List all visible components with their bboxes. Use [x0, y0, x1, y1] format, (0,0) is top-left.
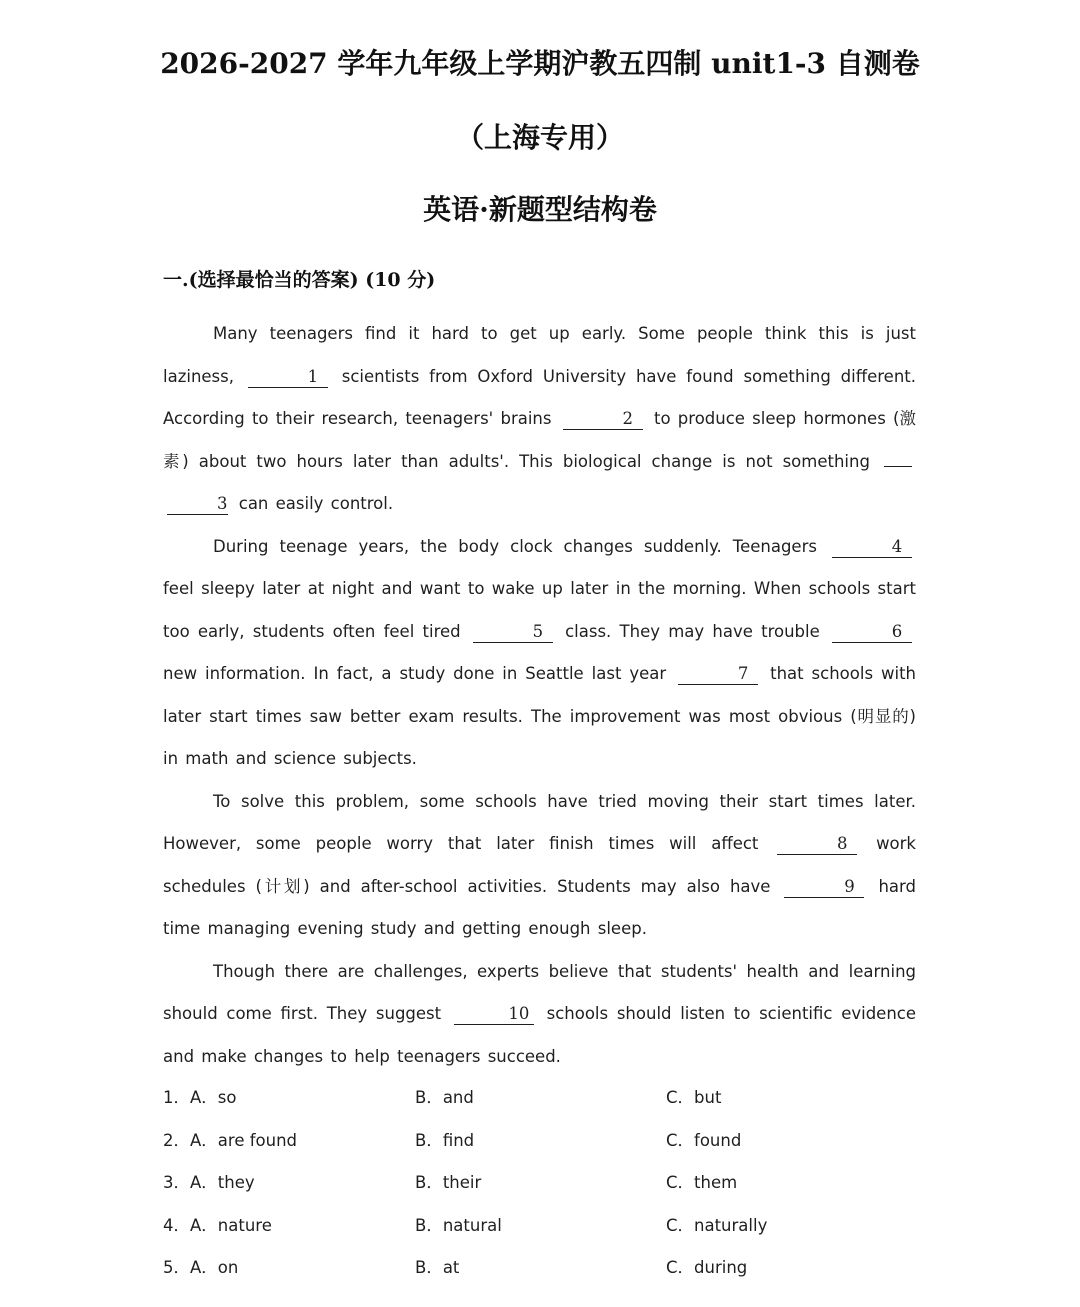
passage-text: To solve this problem, some schools have tried moving their start times later. However, some people worry that later finish times will affect — [163, 791, 916, 853]
option-a: 1．A．so — [163, 1088, 237, 1107]
blank-1: 1 — [248, 367, 328, 388]
passage-text: work schedules (计划) and after-school activities. Students may also have — [163, 834, 916, 896]
cloze-passage — [163, 313, 916, 1078]
option-c: C．naturally — [666, 1215, 768, 1235]
option-a: 3．A．they — [163, 1173, 255, 1192]
passage-text: new information. In fact, a study done in Seattle last year — [163, 664, 667, 683]
section-heading: 一.(选择最恰当的答案) (10 分) — [163, 269, 436, 291]
blank-5: 5 — [473, 622, 553, 643]
question-row — [163, 1250, 923, 1293]
blank-6: 6 — [832, 622, 912, 643]
blank-8: 8 — [777, 834, 857, 855]
blank-7: 7 — [678, 664, 758, 685]
option-b: B．natural — [415, 1215, 502, 1235]
passage-paragraph-2 — [163, 526, 916, 781]
option-a: 4．A．nature — [163, 1215, 272, 1235]
passage-text: class. They may have trouble — [565, 621, 820, 641]
passage-text: During teenage years, the body clock changes suddenly. Teenagers — [213, 536, 817, 556]
option-a: 5．A．on — [163, 1258, 239, 1277]
passage-text: Many teenagers find it hard to get up early. Some people think this is just laziness, — [163, 324, 916, 386]
option-b: B．and — [415, 1088, 474, 1107]
answer-options — [163, 1080, 923, 1293]
option-a: 2．A．are found — [163, 1130, 298, 1150]
option-b: B．at — [415, 1258, 460, 1277]
passage-text: Though there are challenges, experts believe that students' health and learning should come first. They suggest — [163, 961, 916, 1023]
option-b: B．find — [415, 1130, 475, 1150]
option-c: C．but — [666, 1088, 722, 1107]
blank-2: 2 — [563, 409, 643, 430]
option-c: C．during — [666, 1258, 748, 1277]
option-c: C．found — [666, 1130, 742, 1150]
question-row — [163, 1208, 923, 1251]
exam-subtitle-region: （上海专用） — [455, 121, 624, 154]
passage-text: can easily control. — [238, 494, 394, 513]
exam-subtitle-type: 英语·新题型结构卷 — [423, 193, 657, 226]
blank-4: 4 — [832, 537, 912, 558]
question-row — [163, 1123, 923, 1166]
blank-3-start — [884, 466, 912, 467]
blank-10: 10 — [454, 1004, 534, 1025]
exam-title: 2026-2027 学年九年级上学期沪教五四制 unit1-3 自测卷 — [160, 47, 920, 80]
passage-paragraph-3 — [163, 781, 916, 951]
passage-text: scientists from Oxford University have found something different. According to their research, teenagers' brains — [163, 366, 916, 428]
passage-paragraph-4 — [163, 951, 916, 1079]
passage-text: hard time managing evening study and getting enough sleep. — [163, 876, 917, 938]
blank-3: 3 — [167, 494, 228, 515]
option-b: B．their — [415, 1173, 482, 1192]
passage-text: schools should listen to scientific evidence and make changes to help teenagers succeed. — [163, 1004, 917, 1066]
question-row — [163, 1165, 923, 1208]
option-c: C．them — [666, 1173, 738, 1192]
blank-9: 9 — [784, 877, 864, 898]
passage-text: feel sleepy later at night and want to wake up later in the morning. When schools start too early, students often feel tired — [163, 579, 916, 641]
question-row — [163, 1080, 923, 1123]
passage-paragraph-1 — [163, 313, 916, 526]
passage-text: to produce sleep hormones (激素) about two hours later than adults'. This biological change is not something — [163, 409, 916, 471]
passage-text: that schools with later start times saw better exam results. The improvement was most obvious (明显的) in math and science subjects. — [163, 664, 917, 768]
